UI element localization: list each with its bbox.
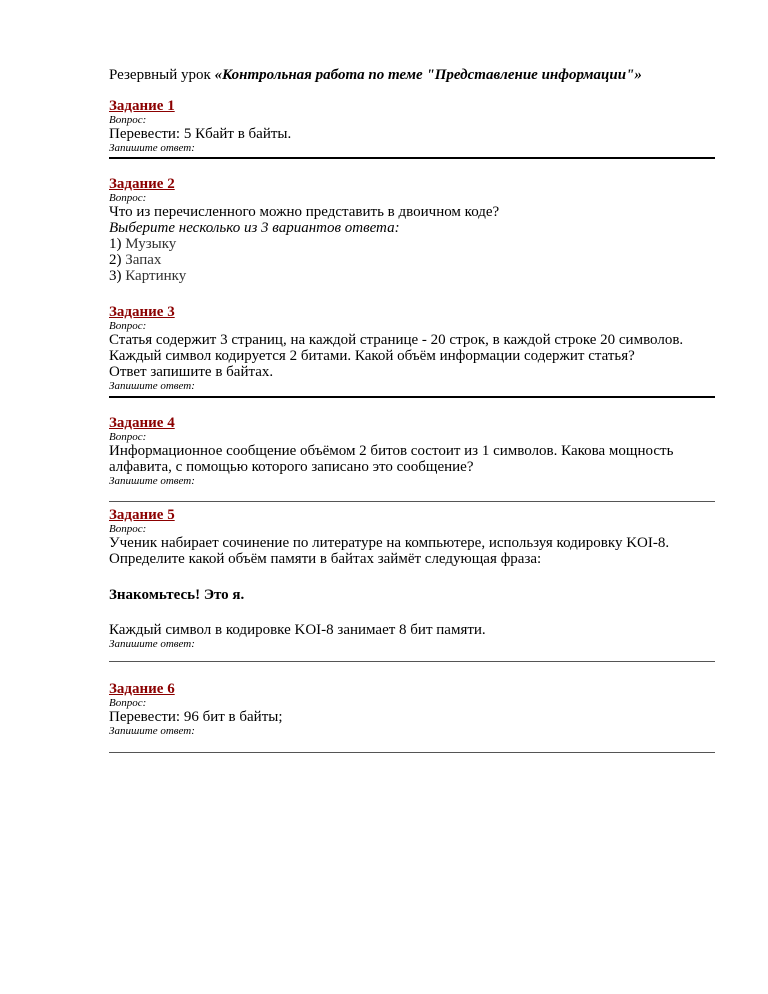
task-5: [109, 507, 715, 650]
task-1: [109, 98, 715, 154]
question-line: Статья содержит 3 страниц, на каждой странице - 20 строк, в каждой строке 20 символов.: [109, 332, 684, 348]
question-text: Перевести: 96 бит в байты;: [109, 709, 283, 725]
task-heading: Задание 1: [109, 98, 175, 114]
option-number: 3): [109, 268, 122, 284]
answer-blank[interactable]: [109, 661, 715, 662]
option-text: Картинку: [125, 268, 187, 284]
answer-label: Запишите ответ:: [109, 142, 195, 154]
question-text: Перевести: 5 Кбайт в байты.: [109, 126, 292, 142]
option-text: Запах: [125, 252, 162, 268]
answer-option: [109, 252, 715, 268]
encoding-note: Каждый символ в кодировке KOI-8 занимает 8 бит памяти.: [109, 622, 486, 638]
encoded-phrase: Знакомьтесь! Это я.: [109, 587, 245, 603]
task-heading: Задание 6: [109, 681, 175, 697]
task-heading: Задание 3: [109, 304, 175, 320]
task-4: [109, 415, 715, 487]
question-text: Что из перечисленного можно представить в двоичном коде?: [109, 204, 500, 220]
task-heading: Задание 4: [109, 415, 175, 431]
task-3: [109, 304, 715, 392]
task-heading: Задание 5: [109, 507, 175, 523]
question-line: Ученик набирает сочинение по литературе на компьютере, используя кодировку KOI-8.: [109, 535, 670, 551]
question-line: алфавита, с помощью которого записано это сообщение?: [109, 459, 474, 475]
answer-label: Запишите ответ:: [109, 380, 195, 392]
question-label: Вопрос:: [109, 431, 147, 443]
option-text: Музыку: [125, 236, 177, 252]
question-line: Информационное сообщение объёмом 2 битов состоит из 1 символов. Какова мощность: [109, 443, 674, 459]
question-line: Определите какой объём памяти в байтах займёт следующая фраза:: [109, 551, 542, 567]
question-label: Вопрос:: [109, 320, 147, 332]
answer-blank[interactable]: [109, 501, 715, 502]
title-topic: «Контрольная работа по теме "Представление информации"»: [214, 67, 642, 83]
answer-label: Запишите ответ:: [109, 725, 195, 737]
page-title: [109, 66, 715, 84]
question-line: Ответ запишите в байтах.: [109, 364, 274, 380]
option-number: 1): [109, 236, 122, 252]
task-6: [109, 681, 715, 737]
task-2: [109, 176, 715, 284]
question-label: Вопрос:: [109, 192, 147, 204]
answer-blank[interactable]: [109, 752, 715, 753]
answer-line: [109, 157, 715, 159]
task-heading: Задание 2: [109, 176, 175, 192]
title-prefix: Резервный урок: [109, 67, 211, 83]
answer-instruction: Выберите несколько из 3 вариантов ответа:: [109, 220, 400, 236]
answer-label: Запишите ответ:: [109, 638, 195, 650]
question-label: Вопрос:: [109, 114, 147, 126]
option-number: 2): [109, 252, 122, 268]
answer-line: [109, 396, 715, 398]
answer-label: Запишите ответ:: [109, 475, 195, 487]
question-line: Каждый символ кодируется 2 битами. Какой объём информации содержит статья?: [109, 348, 635, 364]
answer-option: [109, 268, 715, 284]
question-label: Вопрос:: [109, 697, 147, 709]
question-label: Вопрос:: [109, 523, 147, 535]
answer-option: [109, 236, 715, 252]
